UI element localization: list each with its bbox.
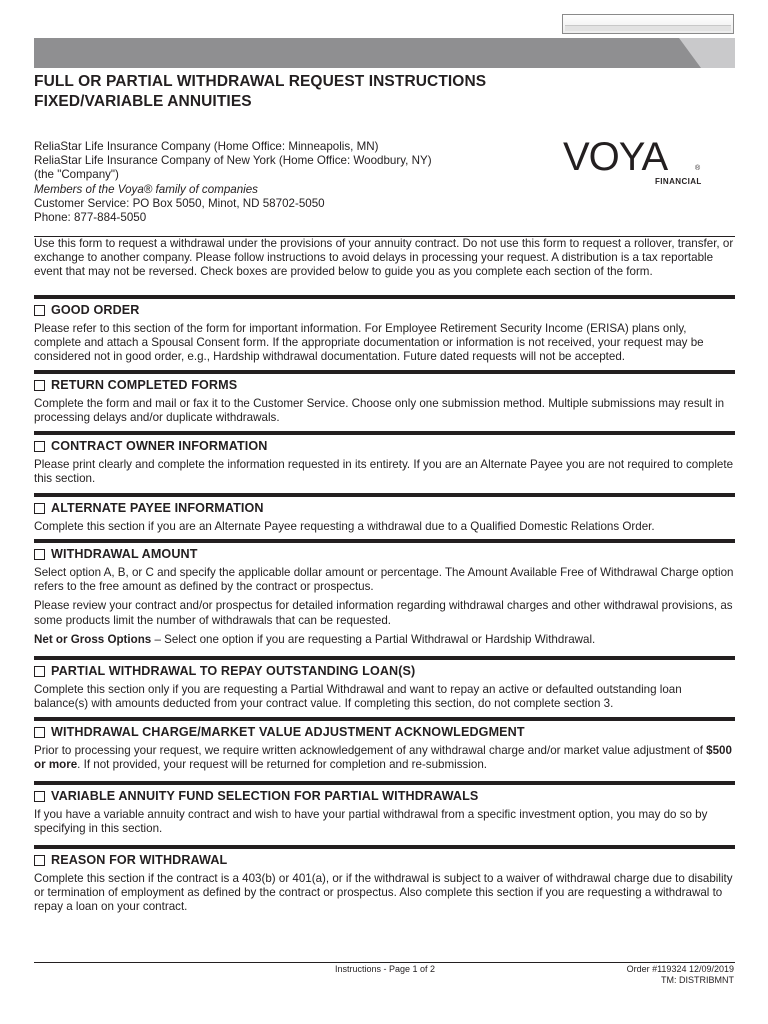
section-header (34, 786, 735, 806)
section-reason-for-withdrawal (34, 845, 735, 915)
company-line-1: ReliaStar Life Insurance Company (Home Office: Minneapolis, MN) (34, 140, 379, 153)
section-title: REASON FOR WITHDRAWAL (51, 853, 228, 867)
page-title (34, 72, 486, 112)
section-body: Please review your contract and/or prospectus for detailed information regarding withdrawal charges and other withdrawal provisions, as some products limit the number of withdrawals that can be requested. (34, 599, 733, 627)
section-withdrawal-charge-acknowledgment (34, 717, 735, 772)
section-title: PARTIAL WITHDRAWAL TO REPAY OUTSTANDING LOAN(S) (51, 664, 416, 678)
section-title: WITHDRAWAL CHARGE/MARKET VALUE ADJUSTMENT ACKNOWLEDGMENT (51, 725, 525, 739)
section-body: Complete this section only if you are requesting a Partial Withdrawal and want to repay an active or defaulted outstanding loan balance(s) with amounts deducted from your contract value. If completing this section, do not complete section 3. (34, 683, 682, 711)
section-partial-withdrawal-repay-loans (34, 656, 735, 711)
logo-reg-mark: ® (695, 165, 701, 172)
section-checkbox[interactable] (34, 380, 45, 391)
section-header (34, 722, 735, 742)
section-header (34, 375, 735, 395)
company-info (34, 140, 534, 225)
section-body-pre: Prior to processing your request, we require written acknowledgement of any withdrawal charge and/or market value adjustment of (34, 744, 707, 757)
section-contract-owner-information (34, 431, 735, 486)
section-body-post: . If not provided, your request will be returned for completion and re-submission. (77, 758, 488, 772)
section-checkbox[interactable] (34, 791, 45, 802)
section-header (34, 498, 735, 518)
intro-text: Use this form to request a withdrawal under the provisions of your annuity contract. Do not use this form to request a rollover, transfer, or exchange to another company. Please follow instructions to avoid delays in processing your request. A distribution is a tax reportable event that may not be reversed. Check boxes are provided below to guide you as you complete each section of the form. (34, 237, 734, 279)
customer-service-address: Customer Service: PO Box 5050, Minot, ND 58702-5050 (34, 196, 325, 210)
top-input-box[interactable] (562, 14, 734, 34)
section-title: GOOD ORDER (51, 303, 140, 317)
tm-code: TM: DISTRIBMNT (661, 975, 734, 985)
section-return-completed-forms (34, 370, 735, 425)
section-body: Select option A, B, or C and specify the applicable dollar amount or percentage. The Amount Available Free of Withdrawal Charge option refers to the free amount as defined by the contract or prospectus. (34, 566, 734, 594)
intro-block (34, 236, 735, 280)
section-checkbox[interactable] (34, 305, 45, 316)
section-checkbox[interactable] (34, 441, 45, 452)
order-number: Order #119324 12/09/2019 (626, 964, 734, 974)
section-checkbox[interactable] (34, 727, 45, 738)
net-or-gross-text: – Select one option if you are requesting a Partial Withdrawal or Hardship Withdrawal. (151, 632, 596, 646)
header-banner-tab (679, 38, 735, 68)
top-input-box-bar (565, 25, 731, 31)
section-title: CONTRACT OWNER INFORMATION (51, 439, 268, 453)
footer-divider (34, 962, 735, 963)
net-or-gross-label: Net or Gross Options (34, 632, 152, 646)
company-line-4: Members of the Voya® family of companies (34, 182, 258, 196)
section-title: RETURN COMPLETED FORMS (51, 378, 238, 392)
company-line-2: ReliaStar Life Insurance Company of New York (Home Office: Woodbury, NY) (34, 154, 432, 168)
page-number: Instructions - Page 1 of 2 (334, 964, 436, 974)
section-title: VARIABLE ANNUITY FUND SELECTION FOR PARTIAL WITHDRAWALS (51, 789, 479, 803)
section-variable-annuity-fund-selection (34, 781, 735, 836)
phone-number: Phone: 877-884-5050 (34, 211, 147, 225)
footer-order-info (627, 964, 734, 986)
company-line-3: (the "Company") (34, 168, 119, 182)
section-withdrawal-amount (34, 539, 735, 647)
section-checkbox[interactable] (34, 549, 45, 560)
section-header (34, 661, 735, 681)
section-body: Please print clearly and complete the information requested in its entirety. If you are an Alternate Payee you are not required to complete this section. (34, 458, 734, 486)
section-header (34, 436, 735, 456)
section-header (34, 850, 735, 870)
title-line-1: FULL OR PARTIAL WITHDRAWAL REQUEST INSTRUCTIONS (34, 73, 487, 90)
section-checkbox[interactable] (34, 855, 45, 866)
section-body: Complete this section if you are an Alternate Payee requesting a withdrawal due to a Qualified Domestic Relations Order. (34, 520, 655, 533)
section-header (34, 544, 735, 564)
section-body: Complete the form and mail or fax it to the Customer Service. Choose only one submission method. Multiple submissions may result in processing delays and/or duplicate withdrawals. (34, 397, 725, 425)
section-header (34, 300, 735, 320)
header-banner (34, 38, 735, 68)
logo-sub-text: FINANCIAL (655, 177, 702, 186)
title-line-2: FIXED/VARIABLE ANNUITIES (34, 93, 252, 110)
section-good-order (34, 295, 735, 365)
voya-logo (563, 137, 708, 191)
section-body: Please refer to this section of the form for important information. For Employee Retirement Security Income (ERISA) plans only, complete and attach a Spousal Consent form. If the appropriate documentation or information is not received, your request may be considered not in good order, e.g., Hardship withdrawal documentation. Future dated requests will not be accepted. (34, 322, 704, 364)
section-checkbox[interactable] (34, 503, 45, 514)
section-title: WITHDRAWAL AMOUNT (51, 547, 198, 561)
threshold-amount: $500 or more (34, 744, 732, 772)
section-body: If you have a variable annuity contract and wish to have your partial withdrawal from a specific investment option, you may do so by specifying in this section. (34, 808, 708, 836)
section-alternate-payee-information (34, 493, 735, 534)
section-checkbox[interactable] (34, 666, 45, 677)
net-or-gross-options (34, 633, 735, 647)
logo-brand-text: VOYA (563, 137, 668, 179)
section-title: ALTERNATE PAYEE INFORMATION (51, 501, 264, 515)
section-body: Complete this section if the contract is a 403(b) or 401(a), or if the withdrawal is subject to a waiver of withdrawal charge due to disability or termination of employment as defined by the contract or prospectus. Also complete this section if you are requesting a withdrawal to repay a loan on your contract. (34, 872, 733, 914)
section-body (34, 744, 735, 772)
